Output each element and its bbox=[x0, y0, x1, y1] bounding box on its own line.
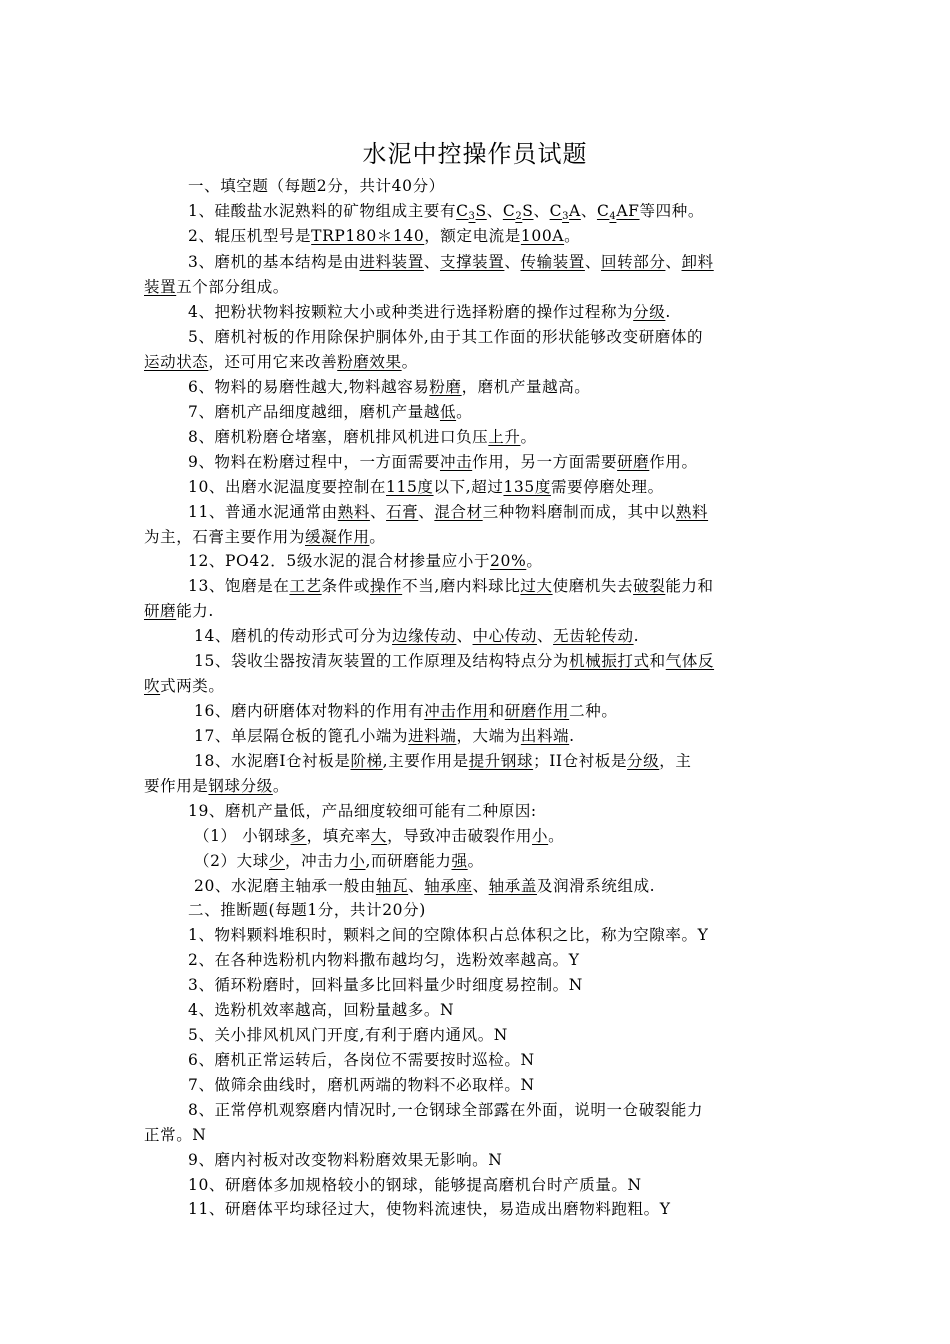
answer-text: 边缘传动 bbox=[392, 627, 457, 645]
line-text: ，磨机产量越高。 bbox=[461, 378, 591, 396]
true-false-q9 bbox=[188, 1148, 853, 1172]
line-text: 3、磨机的基本结构是由 bbox=[188, 253, 360, 271]
true-false-q7 bbox=[188, 1073, 853, 1097]
line-text: 2、辊压机型号是 bbox=[188, 227, 312, 245]
line-text: 。 bbox=[467, 852, 484, 870]
true-false-q1 bbox=[188, 923, 853, 947]
answer-text: 石膏 bbox=[386, 503, 419, 521]
answer-text: 粉磨 bbox=[429, 378, 462, 396]
true-false-q3 bbox=[188, 973, 853, 997]
answer-text: 阶梯 bbox=[350, 752, 383, 770]
answer-text: 粉磨效果 bbox=[337, 353, 402, 371]
fill-blank-q7 bbox=[188, 400, 853, 424]
answer-text: 混合材 bbox=[434, 503, 483, 521]
answer-text: 装置 bbox=[144, 278, 177, 296]
answer-text: 过大 bbox=[520, 577, 553, 595]
line-text: 20、水泥磨主轴承一般由 bbox=[194, 877, 376, 895]
fill-blank-q3-cont bbox=[144, 275, 809, 299]
line-text: 7、做筛余曲线时，磨机两端的物料不必取样。N bbox=[188, 1076, 535, 1094]
fill-blank-q13 bbox=[188, 574, 853, 598]
answer-text: 卸料 bbox=[681, 253, 714, 271]
answer-text: 3 bbox=[468, 211, 476, 222]
line-text: 13、饱磨是在 bbox=[188, 577, 290, 595]
line-text: （1） 小钢球 bbox=[194, 827, 291, 845]
answer-text: 135度 bbox=[503, 478, 551, 496]
line-text: ；II仓衬板是 bbox=[533, 752, 628, 770]
answer-text: 轴瓦 bbox=[375, 877, 409, 895]
answer-text: 熟料 bbox=[675, 503, 709, 521]
fill-blank-q9 bbox=[188, 450, 853, 474]
line-text: 。 bbox=[520, 428, 537, 446]
line-text: 需要停磨处理。 bbox=[550, 478, 664, 496]
fill-blank-q17 bbox=[194, 724, 859, 748]
fill-blank-q1 bbox=[188, 199, 853, 223]
line-text: 能力和 bbox=[665, 577, 714, 595]
fill-blank-q18-cont bbox=[144, 774, 809, 798]
line-text: 。 bbox=[272, 777, 289, 795]
fill-blank-q14 bbox=[194, 624, 859, 648]
true-false-q11 bbox=[188, 1197, 853, 1221]
answer-text: 支撑装置 bbox=[439, 253, 505, 271]
answer-text: 熟料 bbox=[337, 503, 370, 521]
answer-text: S bbox=[475, 202, 487, 220]
fill-blank-q11 bbox=[188, 500, 853, 524]
line-text: 。 bbox=[401, 353, 418, 371]
line-text: 、 bbox=[472, 877, 489, 895]
line-text: . bbox=[665, 303, 671, 321]
answer-text: 吹 bbox=[144, 677, 161, 695]
fill-blank-q5-cont bbox=[144, 350, 809, 374]
fill-blank-q5 bbox=[188, 325, 853, 349]
line-text: 14、磨机的传动形式可分为 bbox=[194, 627, 393, 645]
line-text: 、 bbox=[418, 503, 435, 521]
line-text: 11、普通水泥通常由 bbox=[188, 503, 338, 521]
line-text: 、 bbox=[369, 503, 387, 521]
line-text: 不当,磨内料球比 bbox=[402, 577, 521, 595]
fill-blank-q8 bbox=[188, 425, 853, 449]
line-text: 15、袋收尘器按清灰装置的工作原理及结构特点分为 bbox=[194, 652, 570, 670]
line-text: 为主，石膏主要作用为 bbox=[144, 528, 306, 546]
line-text: 、 bbox=[423, 253, 440, 271]
answer-text: 出料端 bbox=[520, 727, 570, 745]
answer-text: A bbox=[569, 202, 581, 220]
line-text: ，主 bbox=[659, 752, 692, 770]
line-text: 10、出磨水泥温度要控制在 bbox=[188, 478, 387, 496]
line-text: 4、选粉机效率越高，回粉量越多。N bbox=[188, 1001, 455, 1019]
answer-text: 4 bbox=[609, 211, 617, 222]
line-text: 一、填空题（每题2分，共计40分） bbox=[188, 177, 445, 195]
line-text: 9、物料在粉磨过程中，一方面需要 bbox=[188, 453, 440, 471]
answer-text: 强 bbox=[451, 852, 468, 870]
line-text: 、 bbox=[536, 627, 554, 645]
fill-blank-q12 bbox=[188, 549, 853, 573]
line-text: 、 bbox=[533, 202, 550, 220]
line-text: 8、正常停机观察磨内情况时,一仓钢球全部露在外面，说明一仓破裂能力 bbox=[188, 1101, 704, 1119]
answer-text: 115度 bbox=[386, 478, 434, 496]
line-text: 。 bbox=[548, 827, 565, 845]
fill-blank-q15-cont bbox=[144, 674, 809, 698]
line-text: . bbox=[569, 727, 575, 745]
line-text: 条件或 bbox=[321, 577, 370, 595]
line-text: （2）大球 bbox=[194, 852, 269, 870]
fill-blank-q13-cont bbox=[144, 599, 809, 623]
document-title: 水泥中控操作员试题 bbox=[362, 140, 588, 168]
line-text: 19、磨机产量低，产品细度较细可能有二种原因: bbox=[188, 802, 537, 820]
true-false-q2 bbox=[188, 948, 853, 972]
answer-text: 研磨作用 bbox=[504, 702, 570, 720]
answer-text: 提升钢球 bbox=[468, 752, 534, 770]
line-text: 及润滑系统组成. bbox=[536, 877, 656, 895]
fill-blank-q10 bbox=[188, 475, 853, 499]
line-text: 3、循环粉磨时，回料量多比回料量少时细度易控制。N bbox=[188, 976, 583, 994]
answer-text: 缓凝作用 bbox=[305, 528, 370, 546]
line-text: 1、物料颗料堆积时，颗料之间的空隙体积占总体积之比，称为空隙率。Y bbox=[188, 926, 709, 944]
answer-text: 冲击 bbox=[439, 453, 473, 471]
line-text: 9、磨内衬板对改变物料粉磨效果无影响。N bbox=[188, 1151, 503, 1169]
line-text: 使磨机失去 bbox=[552, 577, 634, 595]
line-text: 以下,超过 bbox=[433, 478, 504, 496]
answer-text: 分级 bbox=[633, 303, 666, 321]
line-text: 和 bbox=[488, 702, 505, 720]
answer-text: 3 bbox=[562, 211, 570, 222]
answer-text: 低 bbox=[439, 403, 457, 421]
section-heading-true-false bbox=[188, 898, 853, 922]
line-text: 能力. bbox=[176, 602, 214, 620]
line-text: 、 bbox=[456, 627, 473, 645]
true-false-q6 bbox=[188, 1048, 853, 1072]
line-text: 正常。N bbox=[144, 1126, 207, 1144]
line-text: 4、把粉状物料按颗粒大小或种类进行选择粉磨的操作过程称为 bbox=[188, 303, 634, 321]
answer-text: 机械振打式 bbox=[569, 652, 650, 670]
line-text: 、 bbox=[665, 253, 682, 271]
line-text: 7、磨机产品细度越细，磨机产量越 bbox=[188, 403, 440, 421]
line-text: 作用，另一方面需要 bbox=[472, 453, 618, 471]
answer-text: 运动状态 bbox=[144, 353, 209, 371]
fill-blank-q18 bbox=[194, 749, 859, 773]
line-text: 、 bbox=[486, 202, 503, 220]
answer-text: 研磨 bbox=[144, 602, 177, 620]
answer-text: 破裂 bbox=[633, 577, 666, 595]
line-text: 。 bbox=[456, 403, 473, 421]
line-text: 、 bbox=[504, 253, 521, 271]
answer-text: 操作 bbox=[369, 577, 403, 595]
answer-text: 研磨 bbox=[617, 453, 650, 471]
line-text: 8、磨机粉磨仓堵塞，磨机排风机进口负压 bbox=[188, 428, 489, 446]
line-text: 二、推断题(每题1分，共计20分) bbox=[188, 901, 426, 919]
line-text: 作用。 bbox=[649, 453, 698, 471]
answer-text: 少 bbox=[268, 852, 285, 870]
line-text: 。 bbox=[526, 552, 543, 570]
line-text: 三种物料磨制而成，其中以 bbox=[482, 503, 676, 521]
answer-text: TRP180＊140 bbox=[311, 227, 425, 245]
answer-text: 无齿轮传动 bbox=[553, 627, 634, 645]
answer-text: 工艺 bbox=[289, 577, 322, 595]
true-false-q8-cont bbox=[144, 1123, 809, 1147]
answer-text: S bbox=[522, 202, 534, 220]
line-text: 等四种。 bbox=[639, 202, 704, 220]
fill-blank-q19-reason-1 bbox=[194, 824, 859, 848]
line-text: 、 bbox=[584, 253, 602, 271]
answer-text: 进料端 bbox=[408, 727, 457, 745]
line-text: ，导致冲击破裂作用 bbox=[387, 827, 533, 845]
line-text: 10、研磨体多加规格较小的钢球，能够提高磨机台时产质量。N bbox=[188, 1176, 642, 1194]
answer-text: 上升 bbox=[488, 428, 521, 446]
line-text: ,主要作用是 bbox=[382, 752, 469, 770]
true-false-q5 bbox=[188, 1023, 853, 1047]
fill-blank-q2 bbox=[188, 224, 853, 248]
answer-text: 中心传动 bbox=[472, 627, 537, 645]
line-text: 和 bbox=[649, 652, 666, 670]
answer-text: 气体反 bbox=[665, 652, 715, 670]
answer-text: 钢球分级 bbox=[208, 777, 273, 795]
line-text: ，额定电流是 bbox=[424, 227, 521, 245]
section-heading-fill-blank bbox=[188, 174, 853, 198]
line-text: . bbox=[633, 627, 640, 645]
fill-blank-q11-cont bbox=[144, 525, 809, 549]
answer-text: C bbox=[596, 202, 610, 220]
line-text: ，冲击力 bbox=[284, 852, 350, 870]
line-text: 5、磨机衬板的作用除保护胴体外,由于其工作面的形状能够改变研磨体的 bbox=[188, 328, 704, 346]
answer-text: 小 bbox=[532, 827, 549, 845]
line-text: ，还可用它来改善 bbox=[208, 353, 338, 371]
fill-blank-q15 bbox=[194, 649, 859, 673]
fill-blank-q16 bbox=[194, 699, 859, 723]
fill-blank-q20 bbox=[194, 874, 859, 898]
answer-text: 100A bbox=[520, 227, 565, 245]
answer-text: C bbox=[549, 202, 563, 220]
line-text: 2、在各种选粉机内物料撒布越均匀，选粉效率越高。Y bbox=[188, 951, 580, 969]
line-text: 、 bbox=[580, 202, 597, 220]
line-text: 6、磨机正常运转后，各岗位不需要按时巡检。N bbox=[188, 1051, 535, 1069]
answer-text: 回转部分 bbox=[601, 253, 666, 271]
line-text: 17、单层隔仓板的篦孔小端为 bbox=[194, 727, 409, 745]
answer-text: 进料装置 bbox=[359, 253, 424, 271]
line-text: 5、关小排风机风门开度,有利于磨内通风。N bbox=[188, 1026, 508, 1044]
line-text: 11、研磨体平均球径过大，使物料流速快，易造成出磨物料跑粗。Y bbox=[188, 1200, 671, 1218]
answer-text: 传输装置 bbox=[520, 253, 585, 271]
line-text: 式两类。 bbox=[160, 677, 225, 695]
line-text: 16、磨内研磨体对物料的作用有 bbox=[194, 702, 425, 720]
line-text: 、 bbox=[408, 877, 425, 895]
line-text: 6、物料的易磨性越大,物料越容易 bbox=[188, 378, 430, 396]
answer-text: 2 bbox=[515, 211, 523, 222]
line-text: 18、水泥磨Ⅰ仓衬板是 bbox=[194, 752, 351, 770]
line-text: ，大端为 bbox=[456, 727, 521, 745]
answer-text: 轴承盖 bbox=[488, 877, 537, 895]
answer-text: 20% bbox=[490, 552, 527, 570]
fill-blank-q19 bbox=[188, 799, 853, 823]
answer-text: 冲击作用 bbox=[424, 702, 489, 720]
fill-blank-q19-reason-2 bbox=[194, 849, 859, 873]
answer-text: 分级 bbox=[627, 752, 660, 770]
true-false-q8 bbox=[188, 1098, 853, 1122]
answer-text: 大 bbox=[371, 827, 388, 845]
line-text: ,而研磨能力 bbox=[365, 852, 452, 870]
true-false-q10 bbox=[188, 1173, 853, 1197]
line-text: 1、硅酸盐水泥熟料的矿物组成主要有 bbox=[188, 202, 457, 220]
line-text: 要作用是 bbox=[144, 777, 209, 795]
fill-blank-q6 bbox=[188, 375, 853, 399]
answer-text: C bbox=[502, 202, 516, 220]
line-text: 。 bbox=[369, 528, 386, 546]
true-false-q4 bbox=[188, 998, 853, 1022]
line-text: 12、PO42．5级水泥的混合材掺量应小于 bbox=[188, 552, 491, 570]
answer-text: C bbox=[456, 202, 469, 220]
line-text: 二种。 bbox=[569, 702, 618, 720]
line-text: ，填充率 bbox=[306, 827, 372, 845]
answer-text: AF bbox=[616, 202, 640, 220]
answer-text: 小 bbox=[349, 852, 366, 870]
answer-text: 多 bbox=[290, 827, 307, 845]
fill-blank-q4 bbox=[188, 300, 853, 324]
line-text: 。 bbox=[564, 227, 581, 245]
answer-text: 轴承座 bbox=[424, 877, 473, 895]
line-text: 五个部分组成。 bbox=[176, 278, 289, 296]
fill-blank-q3 bbox=[188, 250, 853, 274]
